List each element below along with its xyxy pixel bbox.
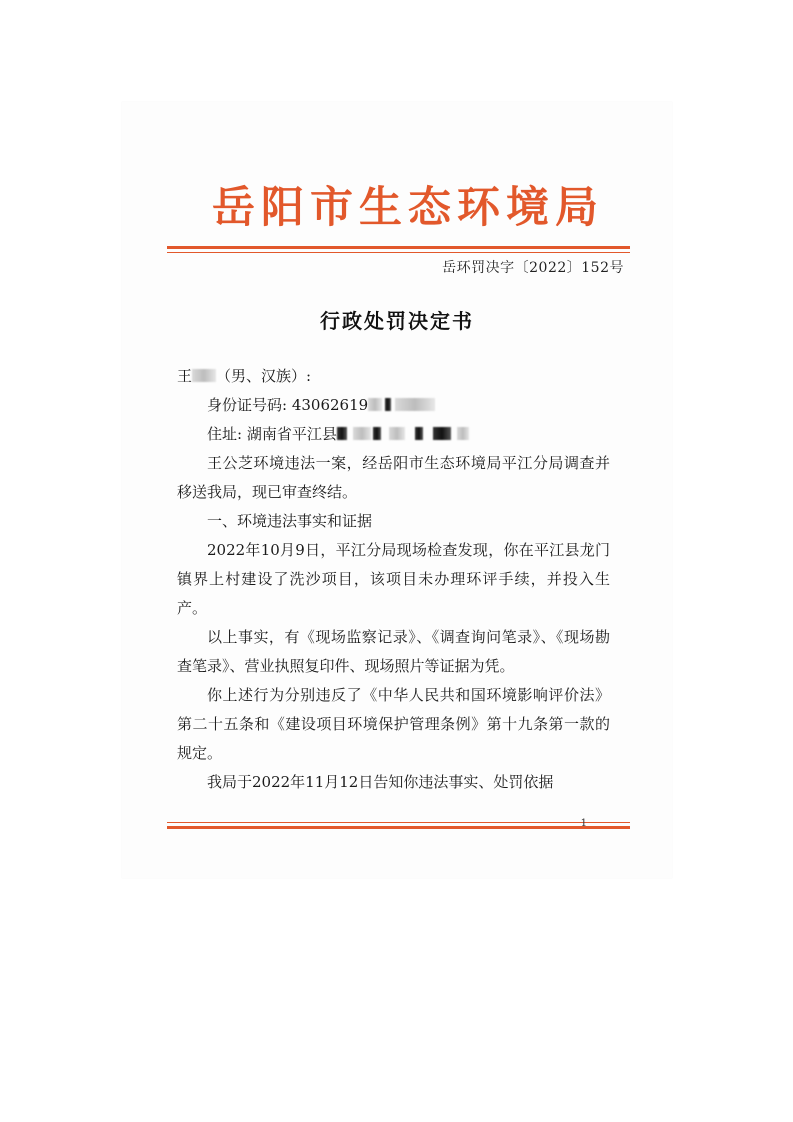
intro-paragraph: 王公芝环境违法一案，经岳阳市生态环境局平江分局调查并移送我局，现已审查终结。 bbox=[177, 454, 610, 501]
party-name-suffix: （男、汉族）: bbox=[216, 367, 312, 385]
page-number: 1 bbox=[580, 818, 587, 829]
section1-heading: 一、环境违法事实和证据 bbox=[207, 512, 373, 530]
id-label: 身份证号码: bbox=[207, 396, 292, 414]
redacted-address-3 bbox=[373, 427, 381, 440]
document-title: 行政处罚决定书 bbox=[320, 309, 474, 333]
redacted-address-5 bbox=[415, 427, 423, 440]
evidence-paragraph: 以上事实，有《现场监察记录》、《调查询问笔录》、《现场勘查笔录》、营业执照复印件、现场照片等证据为凭。 bbox=[177, 628, 610, 675]
redacted-id-2 bbox=[385, 398, 391, 411]
document-page bbox=[122, 102, 672, 878]
masthead-rule-thin bbox=[167, 252, 630, 253]
redacted-id-3 bbox=[395, 398, 435, 411]
address-value: 湖南省平江县 bbox=[246, 425, 337, 443]
address-label: 住址: bbox=[207, 425, 247, 443]
agency-masthead: 岳阳市生态环境局 bbox=[212, 183, 604, 233]
id-line bbox=[177, 391, 610, 420]
redacted-id-1 bbox=[368, 398, 382, 411]
redacted-name bbox=[192, 369, 216, 382]
address-line bbox=[177, 420, 610, 449]
party-line bbox=[177, 362, 610, 391]
document-number: 岳环罚决字〔2022〕152号 bbox=[442, 260, 624, 276]
id-value: 43062619 bbox=[291, 396, 369, 414]
redacted-address-1 bbox=[337, 427, 347, 440]
redacted-address-7 bbox=[457, 427, 469, 440]
masthead-rule-thick bbox=[167, 246, 630, 249]
facts-paragraph: 2022年10月9日，平江分局现场检查发现，你在平江县龙门镇界上村建设了洗沙项目，该项目未办理环评手续，并投入生产。 bbox=[177, 541, 610, 617]
footer-rule-thin bbox=[167, 822, 630, 823]
document-body bbox=[177, 362, 610, 797]
violation-paragraph: 你上述行为分别违反了《中华人民共和国环境影响评价法》第二十五条和《建设项目环境保护管理条例》第十九条第一款的规定。 bbox=[177, 686, 610, 762]
notice-paragraph: 我局于2022年11月12日告知你违法事实、处罚依据 bbox=[207, 773, 554, 791]
footer-rule-thick bbox=[167, 826, 630, 829]
redacted-address-2 bbox=[353, 427, 371, 440]
redacted-address-4 bbox=[389, 427, 405, 440]
redacted-address-6 bbox=[433, 427, 451, 440]
party-name: 王 bbox=[177, 367, 193, 385]
